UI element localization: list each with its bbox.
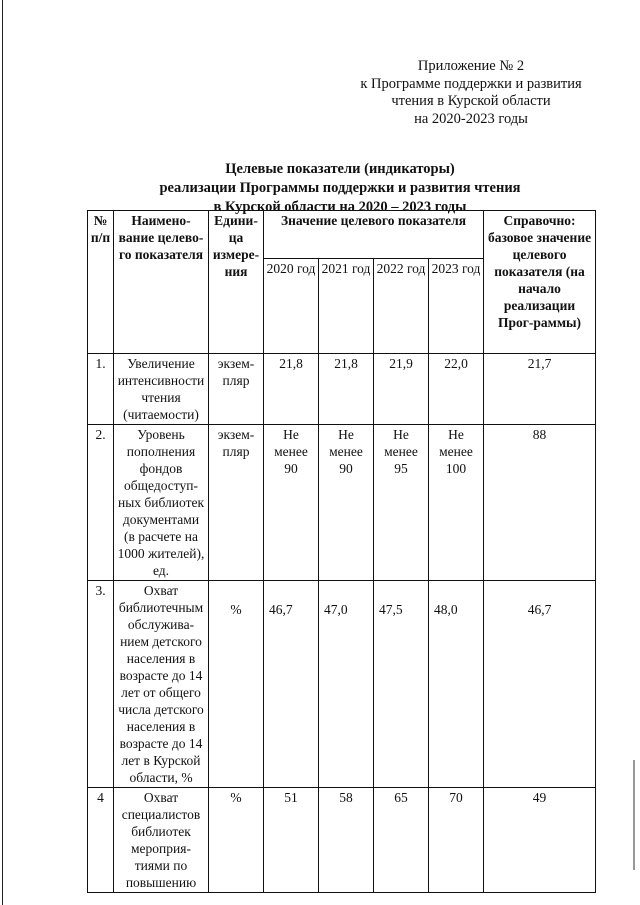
row-value-2023: 48,0 (429, 581, 484, 788)
row-unit: % (209, 581, 264, 788)
row-unit: % (209, 788, 264, 893)
row-value-2022: 47,5 (374, 581, 429, 788)
row-num: 3. (88, 581, 114, 788)
row-value-2020: 51 (264, 788, 319, 893)
row-value-2023: 22,0 (429, 354, 484, 425)
header-reference: Справочно: базовое значение целевого показателя (на начало реализации Прог-раммы) (484, 211, 596, 354)
header-name: Наимено-вание целево-го показателя (114, 211, 209, 354)
row-base-value: 49 (484, 788, 596, 893)
table-row (88, 581, 596, 788)
row-value-2022: 21,9 (374, 354, 429, 425)
header-year-2022: 2022 год (374, 259, 429, 354)
title-line: в Курской области на 2020 – 2023 годы (213, 199, 467, 215)
row-num: 4 (88, 788, 114, 893)
row-value-2022: 65 (374, 788, 429, 893)
table-row (88, 425, 596, 581)
header-year-2023: 2023 год (429, 259, 484, 354)
row-name: Охват библиотечным обслужива-нием детского населения в возрасте до 14 лет от общего числа детского населения в возрасте до 14 лет в Курской области, % (114, 581, 209, 788)
row-name: Уровень пополнения фондов общедоступ-ных библиотек документами (в расчете на 1000 жителей), ед. (114, 425, 209, 581)
row-value-2021: 21,8 (319, 354, 374, 425)
row-value-2022: Не менее 95 (374, 425, 429, 581)
row-value-2023: 70 (429, 788, 484, 893)
row-value-2020: 46,7 (264, 581, 319, 788)
appendix-line: чтения в Курской области (391, 93, 551, 109)
header-year-2020: 2020 год (264, 259, 319, 354)
document-title (100, 160, 580, 217)
appendix-line: на 2020-2023 годы (414, 110, 528, 127)
row-value-2023: Не менее 100 (429, 425, 484, 581)
header-value: Значение целевого показателя (264, 211, 484, 259)
page-edge-line (2, 0, 3, 905)
header-year-2021: 2021 год (319, 259, 374, 354)
appendix-block (330, 58, 612, 128)
table-row (88, 788, 596, 893)
row-value-2020: 21,8 (264, 354, 319, 425)
appendix-line: Приложение № 2 (417, 58, 525, 74)
header-num: № п/п (88, 211, 114, 354)
row-value-2021: 58 (319, 788, 374, 893)
title-line: Целевые показатели (индикаторы) (225, 161, 455, 177)
scan-edge-mark (633, 760, 635, 870)
row-unit: экзем-пляр (209, 354, 264, 425)
row-name: Увеличение интенсивности чтения (читаемости) (114, 354, 209, 425)
row-num: 2. (88, 425, 114, 581)
row-value-2021: Не менее 90 (319, 425, 374, 581)
row-value-2020: Не менее 90 (264, 425, 319, 581)
row-num: 1. (88, 354, 114, 425)
row-base-value: 21,7 (484, 354, 596, 425)
title-line: реализации Программы поддержки и развития чтения (159, 180, 521, 196)
row-base-value: 88 (484, 425, 596, 581)
row-base-value: 46,7 (484, 581, 596, 788)
indicators-table (87, 210, 596, 893)
table-header-row (88, 211, 596, 259)
row-value-2021: 47,0 (319, 581, 374, 788)
row-name: Охват специалистов библиотек мероприя-тиями по повышению (114, 788, 209, 893)
appendix-line: к Программе поддержки и развития (360, 75, 582, 92)
table-row (88, 354, 596, 425)
row-unit: экзем-пляр (209, 425, 264, 581)
header-unit: Едини-ца измере-ния (209, 211, 264, 354)
